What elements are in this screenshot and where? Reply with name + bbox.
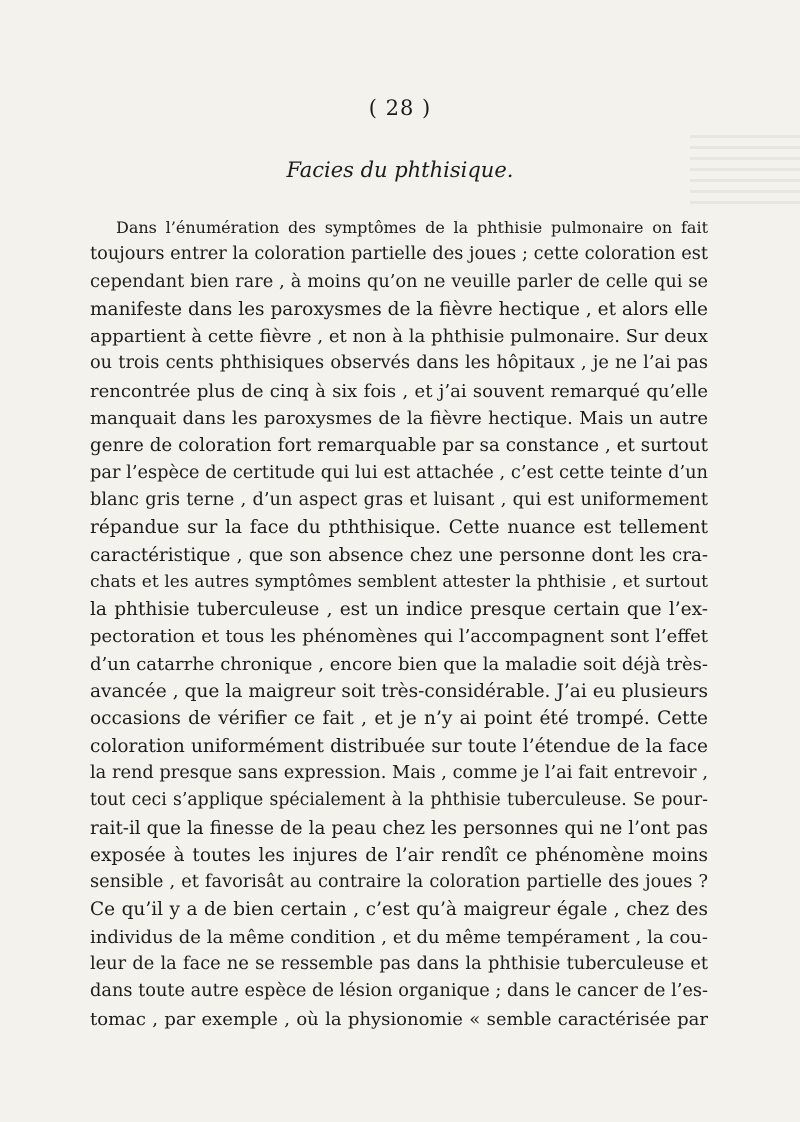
text-line: rait-il que la finesse de la peau chez les personnes qui ne l’ont pas	[90, 817, 708, 839]
text-line: individus de la même condition , et du même tempérament , la cou-	[90, 926, 708, 948]
text-line: d’un catarrhe chronique , encore bien que la maladie soit déjà très-	[90, 653, 708, 675]
text-line: tout ceci s’applique spécialement à la phthisie tuberculeuse. Se pour-	[90, 790, 708, 811]
text-line: exposée à toutes les injures de l’air rendît ce phénomène moins	[90, 844, 708, 866]
text-line: dans toute autre espèce de lésion organique ; dans le cancer de l’es-	[90, 981, 708, 1002]
text-line: répandue sur la face du pththisique. Cette nuance est tellement	[90, 517, 708, 539]
text-line: manifeste dans les paroxysmes de la fièvre hectique , et alors elle	[90, 298, 708, 320]
text-line: tomac , par exemple , où la physionomie « semble caractérisée par	[90, 1008, 708, 1030]
text-line: Ce qu’il y a de bien certain , c’est qu’à maigreur égale , chez des	[90, 899, 708, 921]
text-line: blanc gris terne , d’un aspect gras et luisant , qui est uniformement	[90, 489, 708, 510]
text-line: pectoration et tous les phénomènes qui l’accompagnent sont l’effet	[90, 626, 708, 648]
text-line: occasions de vérifier ce fait , et je n’y ai point été trompé. Cette	[90, 708, 708, 730]
body-paragraph	[90, 214, 708, 1033]
text-line: avancée , que la maigreur soit très-considérable. J’ai eu plusieurs	[90, 681, 708, 703]
text-line: rencontrée plus de cinq à six fois , et j’ai souvent remarqué qu’elle	[90, 380, 708, 402]
text-line: appartient à cette fièvre , et non à la phthisie pulmonaire. Sur deux	[90, 326, 708, 348]
text-line: coloration uniformément distribuée sur toute l’étendue de la face	[90, 735, 708, 757]
text-line: sensible , et favorisât au contraire la coloration partielle des joues ?	[90, 872, 708, 893]
text-line: Dans l’énumération des symptômes de la phthisie pulmonaire on fait	[116, 218, 708, 237]
text-line: caractéristique , que son absence chez une personne dont les cra-	[90, 544, 708, 566]
text-line: manquait dans les paroxysmes de la fièvre hectique. Mais un autre	[90, 408, 708, 430]
text-line: la phthisie tuberculeuse , est un indice presque certain que l’ex-	[90, 599, 708, 621]
text-line: par l’espèce de certitude qui lui est attachée , c’est cette teinte d’un	[90, 462, 708, 483]
text-line: leur de la face ne se ressemble pas dans la phthisie tuberculeuse et	[90, 954, 708, 975]
section-heading: Facies du phthisique.	[286, 158, 514, 182]
text-line: chats et les autres symptômes semblent attester la phthisie , et surtout	[90, 571, 708, 592]
page-number: ( 28 )	[368, 96, 432, 120]
text-line: ou trois cents phthisiques observés dans les hôpitaux , je ne l’ai pas	[90, 353, 708, 374]
text-line: cependant bien rare , à moins qu’on ne veuille parler de celle qui se	[90, 271, 708, 292]
text-line: la rend presque sans expression. Mais , comme je l’ai fait entrevoir ,	[90, 762, 708, 783]
text-line: genre de coloration fort remarquable par sa constance , et surtout	[90, 435, 708, 457]
text-line: toujours entrer la coloration partielle des joues ; cette coloration est	[90, 244, 708, 265]
